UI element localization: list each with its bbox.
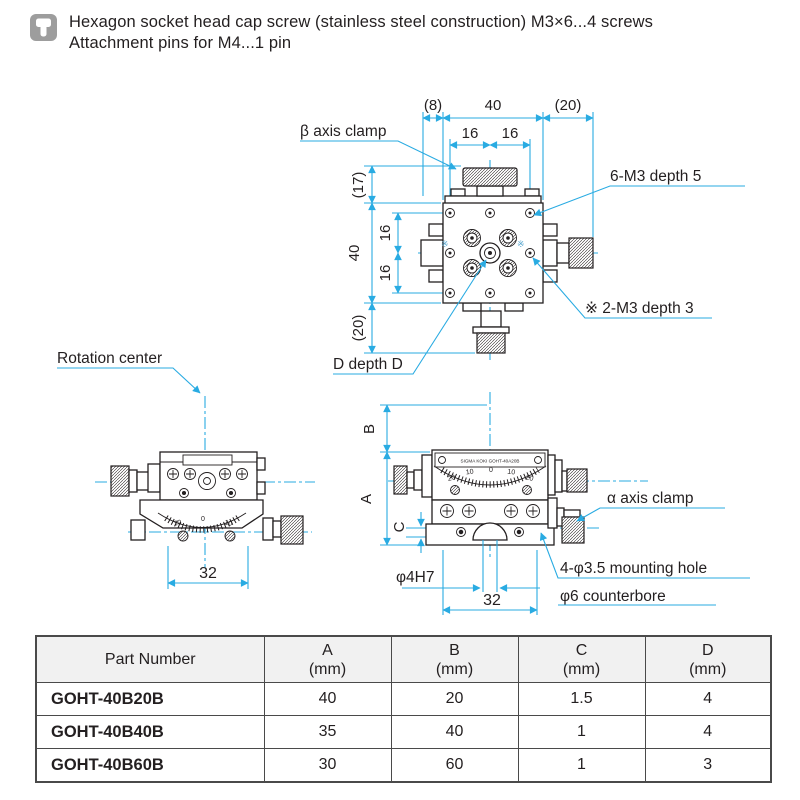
dim-17-v: (17) xyxy=(350,171,367,199)
col-header-part-number-label: Part Number xyxy=(104,651,196,668)
beta-axis-clamp-label: β axis clamp xyxy=(300,123,387,140)
note-line-1: Hexagon socket head cap screw (stainless steel construction) M3×6...4 screws xyxy=(69,13,653,31)
value-d-cell: 4 xyxy=(645,716,771,749)
six-m3-label: 6-M3 depth 5 xyxy=(610,168,702,185)
rotation-center-label: Rotation center xyxy=(57,350,163,367)
front-dim-c: C xyxy=(391,521,408,533)
reference-mark-left: ※ xyxy=(441,239,449,249)
value-c-cell: 1 xyxy=(518,749,645,783)
bottom-knob xyxy=(477,333,505,353)
dim-16-b: 16 xyxy=(501,125,519,142)
side-view xyxy=(57,350,315,589)
col-d-unit: (mm) xyxy=(689,660,727,678)
part-number-cell: GOHT-40B20B xyxy=(36,683,264,716)
reference-mark-right: ※ xyxy=(517,239,525,249)
alpha-clamp-knob xyxy=(562,517,584,543)
side-knob xyxy=(111,466,129,496)
spec-table xyxy=(35,635,772,783)
dim-20-h: (20) xyxy=(554,97,582,114)
table-row xyxy=(36,716,771,749)
front-scale-0: 0 xyxy=(489,467,493,474)
d-depth-label: D depth D xyxy=(333,356,403,373)
value-b-cell: 20 xyxy=(391,683,518,716)
side-scale-0: 0 xyxy=(201,516,205,523)
col-header-a xyxy=(264,636,391,683)
alpha-axis-clamp-label: α axis clamp xyxy=(607,490,694,507)
front-dim-a: A xyxy=(358,493,375,505)
value-b-cell: 40 xyxy=(391,716,518,749)
value-d-cell: 3 xyxy=(645,749,771,783)
value-a-cell: 40 xyxy=(264,683,391,716)
beta-clamp-knob xyxy=(463,168,517,186)
two-m3-label: ※ 2-M3 depth 3 xyxy=(585,300,694,317)
col-c-letter: C xyxy=(575,641,588,659)
value-c-cell: 1 xyxy=(518,716,645,749)
front-view xyxy=(358,392,750,615)
value-a-cell: 35 xyxy=(264,716,391,749)
value-a-cell: 30 xyxy=(264,749,391,783)
side-scale-10l: 10 xyxy=(173,519,183,528)
table-row xyxy=(36,683,771,716)
value-b-cell: 60 xyxy=(391,749,518,783)
x-knob xyxy=(569,238,593,268)
col-a-letter: A xyxy=(322,641,333,659)
col-c-unit: (mm) xyxy=(562,660,601,678)
phi4h7-label: φ4H7 xyxy=(396,569,435,586)
col-header-part-number xyxy=(36,636,264,683)
side-scale-10r: 10 xyxy=(223,519,233,528)
dim-16-c: 16 xyxy=(377,224,394,242)
mounting-hole-label: 4-φ3.5 mounting hole xyxy=(560,560,708,577)
front-dim-b: B xyxy=(361,423,378,435)
dim-20-v: (20) xyxy=(350,314,367,342)
dim-8: (8) xyxy=(423,97,443,114)
dim-40-v: 40 xyxy=(346,244,363,262)
value-d-cell: 4 xyxy=(645,683,771,716)
dim-40-h: 40 xyxy=(484,97,502,114)
dim-16-a: 16 xyxy=(461,125,479,142)
side-lower-knob xyxy=(281,516,303,544)
nameplate-text: SIGMA KOKI GOHT-40A20B xyxy=(460,458,520,464)
part-number-cell: GOHT-40B60B xyxy=(36,749,264,783)
col-header-c xyxy=(518,636,645,683)
front-scale-10r: 10 xyxy=(506,468,516,477)
front-scale-20l: 20 xyxy=(446,474,457,483)
front-scale-10l: 10 xyxy=(465,468,475,477)
table-header-row xyxy=(36,636,771,683)
part-number-cell: GOHT-40B40B xyxy=(36,716,264,749)
note-line-2: Attachment pins for M4...1 pin xyxy=(69,34,292,52)
front-view-body xyxy=(394,450,587,545)
col-a-unit: (mm) xyxy=(308,660,347,678)
col-d-letter: D xyxy=(701,641,714,659)
front-left-knob xyxy=(394,466,407,494)
col-header-b xyxy=(391,636,518,683)
side-dim-32: 32 xyxy=(199,565,217,582)
dim-16-d: 16 xyxy=(377,264,394,282)
col-b-letter: B xyxy=(449,641,460,659)
value-c-cell: 1.5 xyxy=(518,683,645,716)
front-dim-32: 32 xyxy=(483,592,501,609)
top-view xyxy=(300,97,745,374)
col-b-unit: (mm) xyxy=(435,660,474,678)
front-scale-20r: 20 xyxy=(524,474,535,483)
front-upper-knob xyxy=(567,469,587,492)
table-row xyxy=(36,749,771,783)
counterbore-label: φ6 counterbore xyxy=(560,588,666,605)
col-header-d xyxy=(645,636,771,683)
